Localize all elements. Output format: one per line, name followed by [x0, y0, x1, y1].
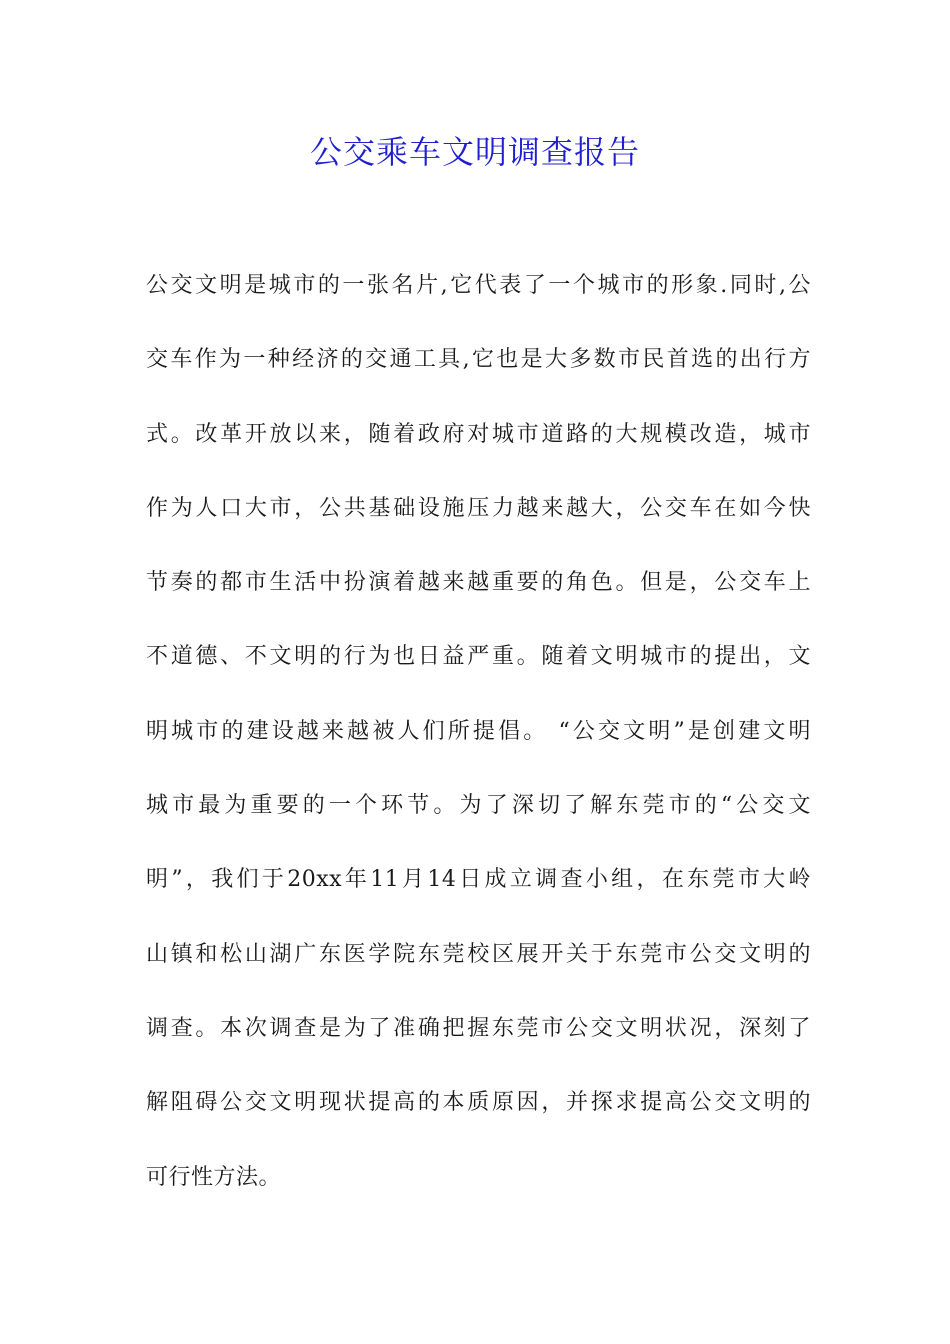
paragraph-line: 明”，我们于20xx年11月14日成立调查小组，在东莞市大岭: [146, 867, 811, 893]
paragraph-line: 调查。本次调查是为了准确把握东莞市公交文明状况，深刻了: [146, 1015, 811, 1041]
document-title: 公交乘车文明调查报告: [309, 133, 640, 171]
paragraph-line: 城市最为重要的一个环节。为了深切了解东莞市的“公交文: [146, 793, 811, 819]
paragraph-line: 作为人口大市，公共基础设施压力越来越大，公交车在如今快: [146, 495, 811, 521]
paragraph-line: 节奏的都市生活中扮演着越来越重要的角色。但是，公交车上: [146, 570, 811, 596]
document-body: [146, 266, 811, 1232]
paragraph-line: 公交文明是城市的一张名片,它代表了一个城市的形象.同时,公: [146, 273, 811, 298]
paragraph-line: 式。改革开放以来，随着政府对城市道路的大规模改造，城市: [146, 421, 811, 447]
paragraph-line: 可行性方法。: [146, 1164, 282, 1190]
paragraph-line: 山镇和松山湖广东医学院东莞校区展开关于东莞市公交文明的: [146, 941, 811, 967]
paragraph-line: 交车作为一种经济的交通工具,它也是大多数市民首选的出行方: [146, 347, 811, 373]
paragraph-line: 解阻碍公交文明现状提高的本质原因，并探求提高公交文明的: [146, 1090, 811, 1116]
paragraph-line: 明城市的建设越来越被人们所提倡。 “公交文明”是创建文明: [146, 718, 811, 744]
paragraph-line: 不道德、不文明的行为也日益严重。随着文明城市的提出，文: [146, 644, 811, 670]
